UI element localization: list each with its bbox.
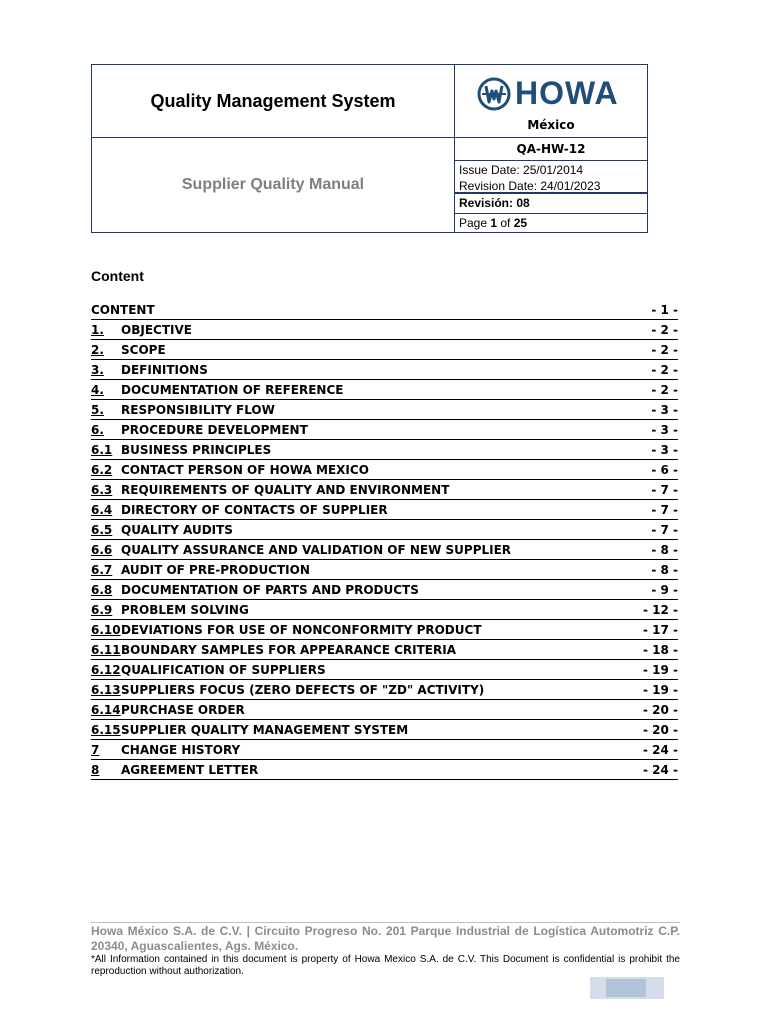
toc-entry-page: - 19 - [642, 683, 678, 697]
toc-entry-page: - 17 - [642, 623, 678, 637]
toc-entry-page: - 7 - [651, 523, 678, 537]
toc-entry[interactable] [91, 480, 678, 500]
toc-entry[interactable] [91, 760, 678, 780]
footer-logo-watermark [590, 977, 664, 999]
logo-text: HOWA [515, 75, 619, 111]
toc-entry-page: - 24 - [642, 743, 678, 757]
page-current: 1 [490, 216, 498, 230]
toc-entry-number: 6.7 [91, 563, 113, 577]
toc-entry[interactable] [91, 360, 678, 380]
toc-entry[interactable] [91, 400, 678, 420]
toc-entry[interactable] [91, 420, 678, 440]
toc-entry-label: PROBLEM SOLVING [121, 603, 249, 617]
toc-entry-number: 6.13 [91, 683, 121, 697]
toc-entry-label: RESPONSIBILITY FLOW [121, 403, 275, 417]
toc-entry[interactable] [91, 520, 678, 540]
toc-entry[interactable] [91, 700, 678, 720]
toc-entry[interactable] [91, 460, 678, 480]
toc-entry[interactable] [91, 600, 678, 620]
toc-entry[interactable] [91, 680, 678, 700]
toc-entry-page: - 19 - [642, 663, 678, 677]
toc-entry-label: SUPPLIERS FOCUS (ZERO DEFECTS OF "ZD" ACTIVITY) [121, 683, 485, 697]
manual-title: Supplier Quality Manual [92, 138, 455, 232]
toc-entry-label: PURCHASE ORDER [121, 703, 245, 717]
toc-entry-label: DIRECTORY OF CONTACTS OF SUPPLIER [121, 503, 388, 517]
toc-entry-label: OBJECTIVE [121, 323, 192, 337]
toc-entry-number: 7 [91, 743, 100, 757]
page-indicator [455, 214, 647, 232]
toc-entry-label: SCOPE [121, 343, 166, 357]
toc-entry-number: 6.10 [91, 623, 121, 637]
toc-entry-number: 5. [91, 403, 104, 417]
toc-entry[interactable] [91, 580, 678, 600]
toc-entry-number: 2. [91, 343, 104, 357]
toc-entry-number: 6. [91, 423, 104, 437]
company-logo [455, 65, 647, 138]
toc-entry[interactable] [91, 740, 678, 760]
toc-entry[interactable] [91, 640, 678, 660]
toc-entry-number: 6.8 [91, 583, 113, 597]
logo-country: México [527, 118, 575, 132]
toc-entry-number: 6.5 [91, 523, 113, 537]
toc-entry[interactable] [91, 660, 678, 680]
toc-entry-page: - 1 - [651, 303, 678, 317]
toc-entry-number: 6.4 [91, 503, 113, 517]
toc-entry[interactable] [91, 720, 678, 740]
toc-entry-number: 6.14 [91, 703, 121, 717]
toc-entry[interactable] [91, 540, 678, 560]
page-total: 25 [513, 216, 528, 230]
toc-entry-number: 6.15 [91, 723, 121, 737]
toc-entry-label: SUPPLIER QUALITY MANAGEMENT SYSTEM [121, 723, 409, 737]
toc-entry-label: CHANGE HISTORY [121, 743, 241, 757]
page-prefix: Page [459, 216, 491, 230]
document-header-table [91, 64, 648, 233]
toc-entry-label: REQUIREMENTS OF QUALITY AND ENVIRONMENT [121, 483, 450, 497]
table-of-contents [91, 300, 678, 780]
howa-emblem-icon [477, 77, 511, 111]
toc-entry-page: - 7 - [651, 483, 678, 497]
toc-entry-number: 6.2 [91, 463, 113, 477]
toc-entry-label: AGREEMENT LETTER [121, 763, 259, 777]
toc-entry-number: 6.12 [91, 663, 121, 677]
toc-entry-page: - 3 - [651, 403, 678, 417]
system-title: Quality Management System [92, 65, 455, 138]
toc-entry-number: 1. [91, 323, 104, 337]
page-of: of [497, 216, 514, 230]
toc-entry-label: CONTACT PERSON OF HOWA MEXICO [121, 463, 369, 477]
revision-number: Revisión: 08 [455, 194, 647, 214]
document-dates [455, 161, 647, 194]
toc-entry[interactable] [91, 620, 678, 640]
toc-entry-number: 6.1 [91, 443, 113, 457]
toc-entry-number: 6.6 [91, 543, 113, 557]
toc-entry-label: DOCUMENTATION OF REFERENCE [121, 383, 344, 397]
toc-entry-label: CONTENT [91, 303, 155, 317]
revision-date: Revision Date: 24/01/2023 [459, 179, 601, 193]
footer-divider [91, 922, 680, 923]
issue-date: Issue Date: 25/01/2014 [459, 163, 584, 177]
content-heading: Content [91, 268, 144, 284]
toc-entry-page: - 8 - [651, 543, 678, 557]
toc-entry[interactable] [91, 500, 678, 520]
toc-entry-label: DEVIATIONS FOR USE OF NONCONFORMITY PRODUCT [121, 623, 482, 637]
toc-entry[interactable] [91, 300, 678, 320]
toc-entry-page: - 12 - [642, 603, 678, 617]
footer-company-address: Howa México S.A. de C.V. | Circuito Progreso No. 201 Parque Industrial de Logística Automotriz C.P. 20340, Aguascalientes, Ags. México. [91, 924, 680, 953]
toc-entry[interactable] [91, 560, 678, 580]
toc-entry-page: - 20 - [642, 723, 678, 737]
toc-entry-page: - 2 - [651, 383, 678, 397]
toc-entry-page: - 7 - [651, 503, 678, 517]
toc-entry-page: - 20 - [642, 703, 678, 717]
toc-entry-label: DEFINITIONS [121, 363, 208, 377]
toc-entry[interactable] [91, 320, 678, 340]
toc-entry-label: DOCUMENTATION OF PARTS AND PRODUCTS [121, 583, 419, 597]
toc-entry-number: 3. [91, 363, 104, 377]
toc-entry-page: - 9 - [651, 583, 678, 597]
toc-entry-label: QUALIFICATION OF SUPPLIERS [121, 663, 326, 677]
toc-entry-page: - 3 - [651, 423, 678, 437]
toc-entry-number: 8 [91, 763, 100, 777]
toc-entry-page: - 2 - [651, 323, 678, 337]
toc-entry-number: 4. [91, 383, 104, 397]
toc-entry-page: - 3 - [651, 443, 678, 457]
footer-logo-mark [606, 979, 646, 997]
toc-entry-page: - 2 - [651, 343, 678, 357]
toc-entry-label: QUALITY ASSURANCE AND VALIDATION OF NEW SUPPLIER [121, 543, 512, 557]
toc-entry[interactable] [91, 340, 678, 360]
toc-entry-page: - 2 - [651, 363, 678, 377]
toc-entry-page: - 18 - [642, 643, 678, 657]
toc-entry-number: 6.3 [91, 483, 113, 497]
toc-entry-label: QUALITY AUDITS [121, 523, 233, 537]
toc-entry-label: BOUNDARY SAMPLES FOR APPEARANCE CRITERIA [121, 643, 456, 657]
toc-entry-page: - 8 - [651, 563, 678, 577]
toc-entry[interactable] [91, 380, 678, 400]
document-code: QA-HW-12 [455, 138, 647, 161]
toc-entry-label: BUSINESS PRINCIPLES [121, 443, 272, 457]
toc-entry-number: 6.11 [91, 643, 121, 657]
toc-entry-page: - 6 - [651, 463, 678, 477]
toc-entry-number: 6.9 [91, 603, 113, 617]
toc-entry-page: - 24 - [642, 763, 678, 777]
toc-entry[interactable] [91, 440, 678, 460]
toc-entry-label: AUDIT OF PRE-PRODUCTION [121, 563, 310, 577]
footer-confidential-note: *All Information contained in this document is property of Howa Mexico S.A. de C.V. This Document is confidential is prohibit the reproduction without authorization. [91, 954, 680, 977]
toc-entry-label: PROCEDURE DEVELOPMENT [121, 423, 308, 437]
